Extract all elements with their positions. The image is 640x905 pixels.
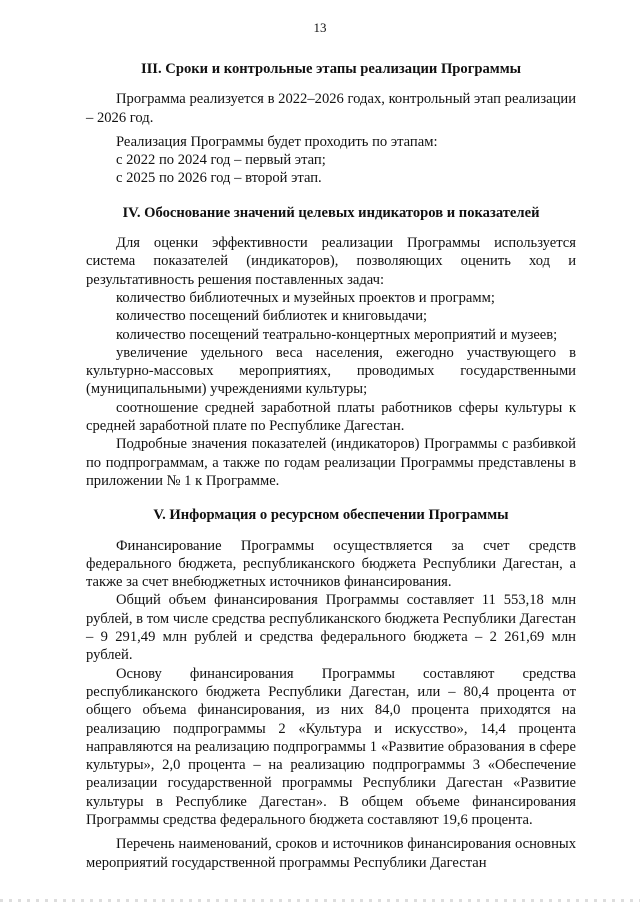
- paragraph: Программа реализуется в 2022–2026 годах, контрольный этап реализации – 2026 год.: [86, 91, 576, 126]
- paragraph: Реализация Программы будет проходить по этапам:: [116, 133, 438, 150]
- paragraph: Общий объем финансирования Программы составляет 11 553,18 млн рублей, в том числе средства республиканского бюджета Республики Дагестан – 9 291,49 млн рублей и средства федерального бюджета – 2 261,69 млн рублей.: [86, 592, 576, 664]
- list-item: количество посещений театрально-концертных мероприятий и музеев;: [116, 326, 558, 343]
- list-item: количество библиотечных и музейных проектов и программ;: [116, 289, 495, 306]
- section-4-heading: IV. Обоснование значений целевых индикаторов и показателей: [122, 204, 540, 221]
- list-item: соотношение средней заработной платы работников сферы культуры к средней заработной плате по Республике Дагестан.: [86, 399, 576, 435]
- paragraph: Перечень наименований, сроков и источников финансирования основных мероприятий государственной программы Республики Дагестан: [86, 836, 576, 871]
- page-content: [86, 60, 576, 872]
- scan-artifact: [0, 899, 640, 902]
- paragraph: Для оценки эффективности реализации Программы используется система показателей (индикаторов), позволяющих оценить ход и результативность решения поставленных задач:: [86, 235, 576, 288]
- page-number: 13: [313, 20, 327, 35]
- paragraph: Финансирование Программы осуществляется за счет средств федерального бюджета, республиканского бюджета Республики Дагестан, а также за счет внебюджетных источников финансирования.: [86, 537, 576, 591]
- paragraph: Подробные значения показателей (индикаторов) Программы с разбивкой по подпрограммам, а также по годам реализации Программы представлены в приложении № 1 к Программе.: [86, 436, 576, 489]
- paragraph: с 2022 по 2024 год – первый этап;: [116, 152, 326, 169]
- list-item: количество посещений библиотек и книговыдачи;: [116, 308, 428, 325]
- paragraph: Основу финансирования Программы составляют средства республиканского бюджета Республики Дагестан, или – 80,4 процента от общего объема финансирования, из них 84,0 процента приходятся на реализацию подпрограммы 2 «Культура и искусство», 14,4 процента направляются на реализацию подпрограммы 1 «Развитие образования в сфере культуры», 2,0 процента – на реализацию подпрограммы 3 «Обеспечение реализации государственной программы Республики Дагестан «Развитие культуры в Республике Дагестан». В общем объеме финансирования Программы средства федерального бюджета составляют 19,6 процента.: [86, 665, 576, 828]
- section-5-heading: V. Информация о ресурсном обеспечении Программы: [153, 507, 509, 524]
- paragraph: с 2025 по 2026 год – второй этап.: [116, 170, 322, 187]
- list-item: увеличение удельного веса населения, ежегодно участвующего в культурно-массовых мероприятиях, проводимых государственными (муниципальными) учреждениями культуры;: [86, 344, 576, 398]
- section-3-heading: III. Сроки и контрольные этапы реализации Программы: [140, 61, 522, 77]
